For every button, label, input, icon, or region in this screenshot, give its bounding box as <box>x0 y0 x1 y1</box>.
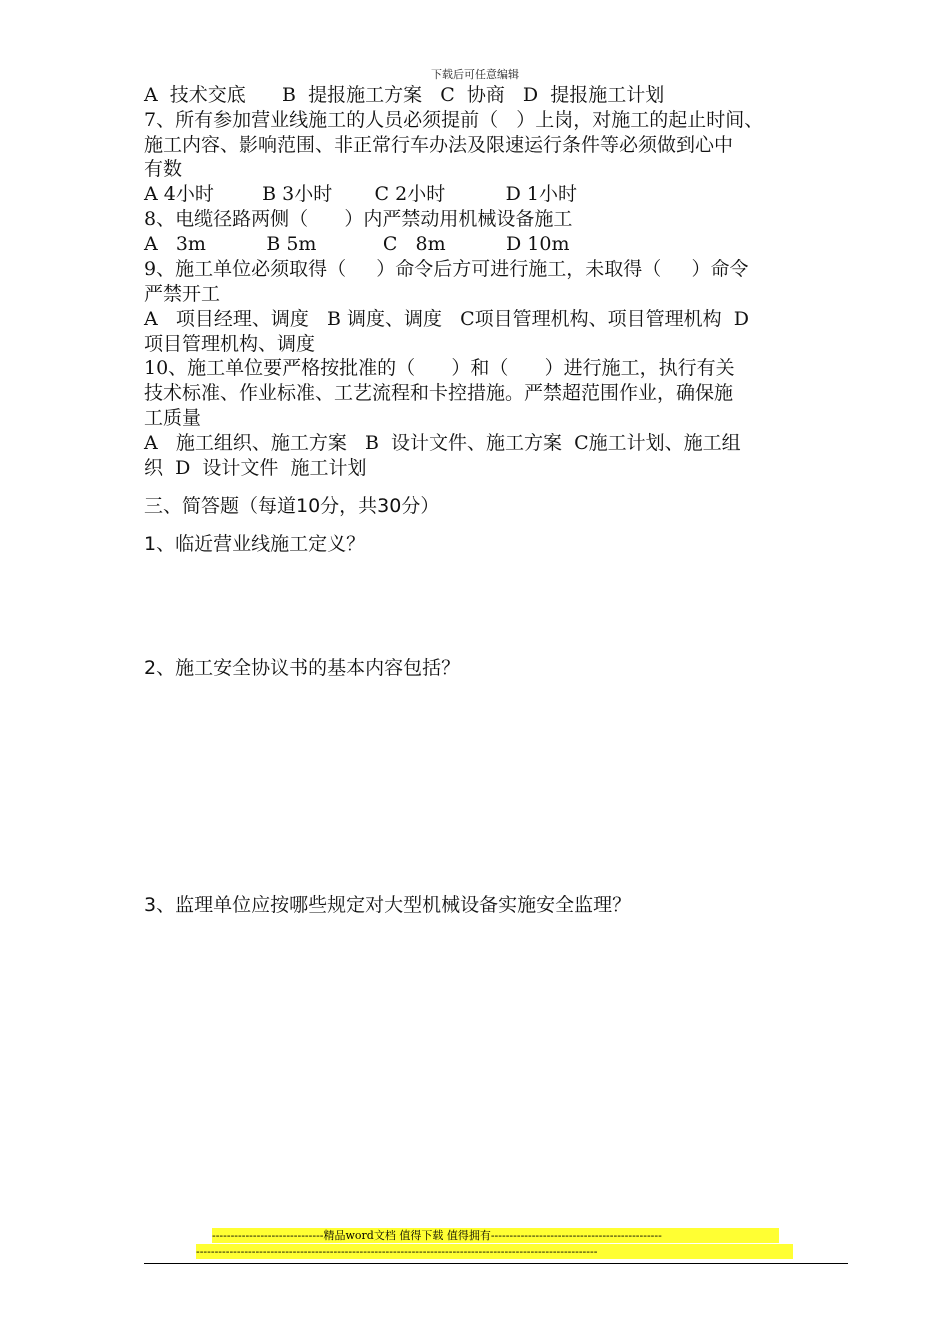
footer-banner-line-1: ------------------------------精品word文档 值得下载 值得拥有---------------------------------------------- <box>212 1228 779 1243</box>
answer-options-10-line-2: 织 D 设计文件 施工计划 <box>144 457 367 479</box>
question-10-line-1: 10、施工单位要严格按批准的（ ）和（ ）进行施工，执行有关 <box>144 357 735 379</box>
header-note: 下载后可任意编辑 <box>431 68 519 81</box>
short-question-3: 3、监理单位应按哪些规定对大型机械设备实施安全监理？ <box>144 894 632 916</box>
short-question-2: 2、施工安全协议书的基本内容包括？ <box>144 657 461 679</box>
footer-banner-line-2: ------------------------------------------------------------------------------------------------------------ <box>196 1244 793 1259</box>
answer-options-9-line-2: 项目管理机构、调度 <box>144 333 316 355</box>
answer-options-7: A 4小时 B 3小时 C 2小时 D 1小时 <box>144 183 577 205</box>
short-question-1: 1、临近营业线施工定义？ <box>144 533 366 555</box>
answer-options-10-line-1: A 施工组织、施工方案 B 设计文件、施工方案 C施工计划、施工组 <box>144 432 741 454</box>
answer-options-8: A 3m B 5m C 8m D 10m <box>144 233 570 255</box>
question-10-line-3: 工质量 <box>144 407 202 429</box>
question-8: 8、电缆径路两侧（ ）内严禁动用机械设备施工 <box>144 208 573 230</box>
question-10-line-2: 技术标准、作业标准、工艺流程和卡控措施。严禁超范围作业，确保施 <box>144 382 734 404</box>
question-9-line-2: 严禁开工 <box>144 283 221 305</box>
footer-rule <box>144 1263 848 1264</box>
section-title: 三、简答题（每道10分，共30分） <box>144 495 440 517</box>
question-7-line-1: 7、所有参加营业线施工的人员必须提前（ ）上岗，对施工的起止时间、 <box>144 109 764 131</box>
question-7-line-3: 有数 <box>144 158 183 180</box>
question-7-line-2: 施工内容、影响范围、非正常行车办法及限速运行条件等必须做到心中 <box>144 134 734 156</box>
question-9-line-1: 9、施工单位必须取得（ ）命令后方可进行施工，未取得（ ）命令 <box>144 258 749 280</box>
answer-options-9-line-1: A 项目经理、调度 B 调度、调度 C项目管理机构、项目管理机构 D <box>144 308 749 330</box>
answer-options-6: A 技术交底 B 提报施工方案 C 协商 D 提报施工计划 <box>144 84 665 106</box>
